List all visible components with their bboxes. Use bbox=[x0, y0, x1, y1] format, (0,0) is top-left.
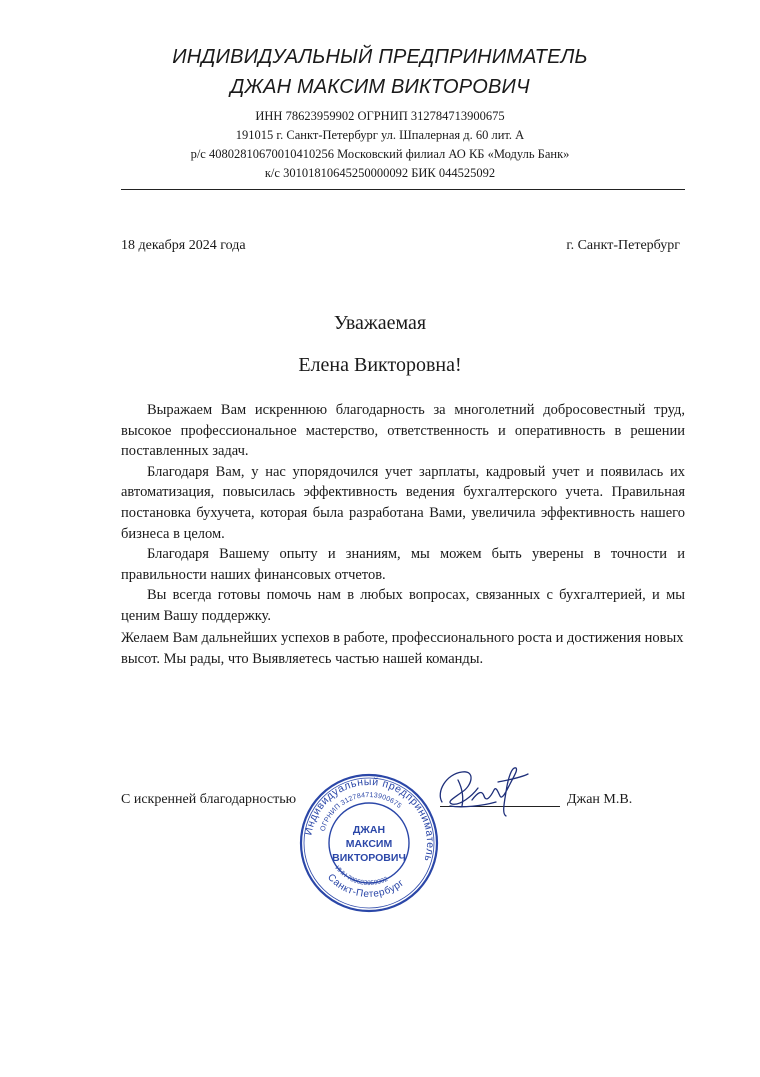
stamp-inn-text: ИНН 780623959902 bbox=[333, 864, 389, 888]
letter-date: 18 декабря 2024 года bbox=[121, 238, 246, 253]
wish-paragraph: Желаем Вам дальнейших успехов в работе, профессионального роста и достижения новых высот. Мы рады, что Выявляетесь частью нашей команды. bbox=[121, 630, 684, 667]
letter-body bbox=[121, 400, 685, 627]
requisites-corr-account: к/с 30101810645250000092 БИК 044525092 bbox=[264, 166, 496, 180]
body-paragraph-4: Вы всегда готовы помочь нам в любых вопросах, связанных с бухгалтерией, и мы ценим Вашу поддержку. bbox=[121, 587, 685, 624]
body-paragraph-2: Благодаря Вам, у нас упорядочился учет зарплаты, кадровый учет и появилась их автоматизация, повысилась эффективность ведения бухгалтерского учета. Правильная постановка бухучета, которая была разработана Вами, увеличила эффективность нашего бизнеса в целом. bbox=[121, 463, 685, 542]
stamp-city-text: Санкт-Петербург bbox=[325, 871, 407, 901]
requisites-block bbox=[0, 107, 760, 183]
letterhead bbox=[0, 42, 760, 102]
official-stamp bbox=[298, 772, 440, 914]
stamp-ogrnip-text: ОГРНИП 312784713900675 bbox=[319, 791, 403, 833]
body-paragraph-3: Благодаря Вашему опыту и знаниям, мы можем быть уверены в точности и правильности наших финансовых отчетов. bbox=[121, 546, 685, 583]
letterhead-title: ИНДИВИДУАЛЬНЫЙ ПРЕДПРИНИМАТЕЛЬ bbox=[172, 46, 588, 68]
letter-city: г. Санкт-Петербург bbox=[566, 238, 680, 253]
letterhead-name: ДЖАН МАКСИМ ВИКТОРОВИЧ bbox=[230, 76, 530, 98]
requisites-inn: ИНН 78623959902 ОГРНИП 312784713900675 bbox=[255, 109, 505, 123]
header-divider bbox=[121, 189, 685, 190]
greeting-salutation: Уважаемая bbox=[333, 312, 427, 334]
body-paragraph-1: Выражаем Вам искреннюю благодарность за многолетний добросовестный труд, высокое профессиональное мастерство, ответственность и оперативность в решении поставленных задач. bbox=[121, 402, 685, 460]
stamp-outer-text: Индивидуальный предприниматель bbox=[302, 775, 437, 864]
signature-stroke-3 bbox=[472, 768, 517, 816]
greeting-name: Елена Викторовна! bbox=[298, 354, 462, 376]
requisites-account: р/с 40802810670010410256 Московский филиал АО КБ «Модуль Банк» bbox=[190, 147, 570, 161]
stamp-name-line-3: ВИКТОРОВИЧ bbox=[332, 852, 406, 864]
stamp-name-line-1: ДЖАН bbox=[352, 824, 386, 836]
signer-name: Джан М.В. bbox=[567, 792, 633, 807]
stamp-name-line-2: МАКСИМ bbox=[345, 838, 393, 850]
closing-text: С искренней благодарностью bbox=[121, 792, 297, 807]
requisites-address: 191015 г. Санкт-Петербург ул. Шпалерная д. 60 лит. А bbox=[235, 128, 525, 142]
handwritten-signature bbox=[432, 762, 532, 818]
